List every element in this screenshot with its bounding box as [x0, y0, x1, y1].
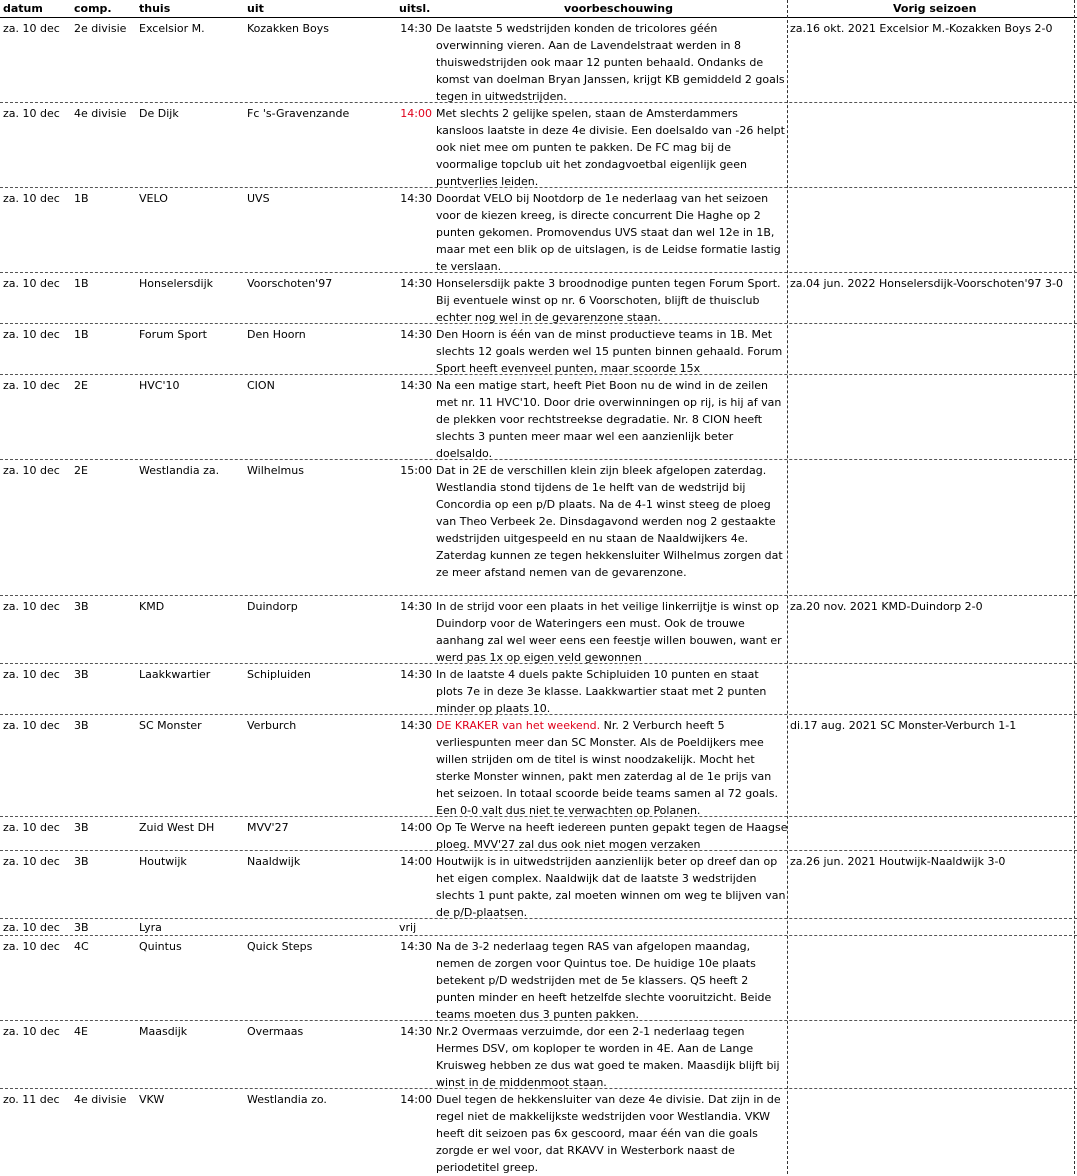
cell-voorbeschouwing: In de laatste 4 duels pakte Schipluiden 10 punten en staat plots 7e in deze 3e klasse. Laakkwartier staat met 2 punten minder op plaats 10. — [436, 668, 767, 715]
cell-voorbeschouwing: Duel tegen de hekkensluiter van deze 4e divisie. Dat zijn in de regel niet de makkelijkste wedstrijden voor Westlandia. VKW heeft dit seizoen pas 6x gescoord, maar één van die goals zorgde er wel voor, dat RKAVV in Westerbork naast de periodetitel greep. — [436, 1093, 781, 1174]
cell-thuis: Honselersdijk — [139, 277, 214, 290]
cell-thuis: HVC'10 — [139, 379, 180, 392]
header-datum: datum — [3, 2, 43, 15]
cell-voorbeschouwing: Nr.2 Overmaas verzuimde, dor een 2-1 nederlaag tegen Hermes DSV, om koploper te worden in 4E. Aan de Lange Kruisweg hebben ze dus wat goed te maken. Maasdijk blijft bij winst in de middenmoot staan. — [436, 1025, 780, 1089]
cell-comp: 2e divisie — [74, 22, 127, 35]
cell-vorig-seizoen: za.26 jun. 2021 Houtwijk-Naaldwijk 3-0 — [790, 855, 1006, 868]
cell-uitsl: 14:30 — [400, 22, 432, 35]
cell-comp: 3B — [74, 668, 89, 681]
cell-datum: za. 10 dec — [3, 464, 60, 477]
cell-datum: za. 10 dec — [3, 921, 60, 934]
cell-datum: za. 10 dec — [3, 668, 60, 681]
table-row — [0, 1021, 1077, 1089]
cell-comp: 4e divisie — [74, 1093, 127, 1106]
cell-thuis: Quintus — [139, 940, 182, 953]
cell-uit: Schipluiden — [247, 668, 311, 681]
table-row — [0, 715, 1077, 817]
cell-thuis: SC Monster — [139, 719, 202, 732]
cell-thuis: Westlandia za. — [139, 464, 220, 477]
cell-uit: Naaldwijk — [247, 855, 301, 868]
table-row — [0, 324, 1077, 375]
cell-thuis: Houtwijk — [139, 855, 187, 868]
cell-voorbeschouwing: Dat in 2E de verschillen klein zijn bleek afgelopen zaterdag. Westlandia stond tijdens de 1e helft van de wedstrijd bij Concordia op een p/D plaats. Na de 4-1 winst steeg de ploeg van Theo Verbeek 2e. Dinsdagavond werden nog 2 gestaakte wedstrijden uitgespeeld en nu staan de Naaldwijkers 4e. Zaterdag kunnen ze tegen hekkensluiter Wilhelmus zorgen dat ze meer afstand nemen van de gevarenzone. — [436, 464, 783, 579]
cell-thuis: Maasdijk — [139, 1025, 188, 1038]
table-row — [0, 375, 1077, 460]
cell-uit: Den Hoorn — [247, 328, 306, 341]
cell-datum: za. 10 dec — [3, 22, 60, 35]
cell-uit: Kozakken Boys — [247, 22, 330, 35]
cell-voorbeschouwing: Met slechts 2 gelijke spelen, staan de Amsterdammers kansloos laatste in deze 4e divisie. Een doelsaldo van -26 helpt ook niet mee om punten te pakken. De FC mag bij de voormalige topclub uit het zondagvoetbal eigenlijk geen puntverlies leiden. — [436, 107, 785, 188]
table-row — [0, 851, 1077, 919]
table-row — [0, 919, 1077, 936]
cell-uitsl: vrij — [399, 921, 417, 934]
cell-comp: 3B — [74, 719, 89, 732]
match-table — [0, 18, 1077, 1174]
cell-voorbeschouwing: Houtwijk is in uitwedstrijden aanzienlijk beter op dreef dan op het eigen complex. Naaldwijk dat de laatste 3 wedstrijden slechts 1 punt pakte, zal moeten winnen om weg te blijven van de p/D-plaatsen. — [436, 855, 786, 919]
table-row — [0, 936, 1077, 1021]
cell-uitsl: 14:30 — [400, 719, 432, 732]
table-row — [0, 664, 1077, 715]
cell-uitsl: 14:00 — [400, 1093, 432, 1106]
cell-uitsl: 14:30 — [400, 328, 432, 341]
cell-uit: Fc 's-Gravenzande — [247, 107, 350, 120]
cell-voorbeschouwing: Na een matige start, heeft Piet Boon nu de wind in de zeilen met nr. 11 HVC'10. Door drie overwinningen op rij, is hij af van de plekken voor rechtstreekse degradatie. Nr. 8 CION heeft slechts 3 punten meer maar wel een aanzienlijk beter doelsaldo. — [436, 379, 782, 460]
cell-comp: 2E — [74, 464, 88, 477]
cell-thuis: Lyra — [139, 921, 162, 934]
cell-datum: za. 10 dec — [3, 600, 60, 613]
body-text: Nr. 2 Verburch heeft 5 verliespunten meer dan SC Monster. Als de Poeldijkers mee willen strijden om de titel is winst noodzakelijk. Mocht het sterke Monster winnen, pakt men zaterdag al de 1e prijs van het seizoen. In totaal scoorde beide teams samen al 72 goals. Een 0-0 valt dus niet te verwachten op Polanen. — [436, 719, 779, 817]
cell-datum: za. 10 dec — [3, 821, 60, 834]
cell-uitsl: 14:30 — [400, 940, 432, 953]
cell-uit: Voorschoten'97 — [247, 277, 333, 290]
cell-datum: za. 10 dec — [3, 328, 60, 341]
cell-vorig-seizoen: za.20 nov. 2021 KMD-Duindorp 2-0 — [790, 600, 983, 613]
header-voorbeschouwing: voorbeschouwing — [564, 2, 673, 15]
cell-voorbeschouwing: In de strijd voor een plaats in het veilige linkerrijtje is winst op Duindorp voor de Wateringers een must. Ook de trouwe aanhang zal wel weer eens een feestje willen bouwen, want er werd pas 1x op eigen veld gewonnen — [436, 600, 782, 664]
cell-voorbeschouwing — [436, 717, 788, 819]
cell-comp: 3B — [74, 855, 89, 868]
cell-thuis: De Dijk — [139, 107, 179, 120]
cell-vorig-seizoen: za.16 okt. 2021 Excelsior M.-Kozakken Boys 2-0 — [790, 22, 1053, 35]
cell-datum: za. 10 dec — [3, 192, 60, 205]
cell-voorbeschouwing: De laatste 5 wedstrijden konden de tricolores géén overwinning vieren. Aan de Lavendelstraat werden in 8 thuiswedstrijden ook maar 12 punten behaald. Ondanks de komst van doelman Bryan Janssen, krijgt KB gemiddeld 2 goals tegen in uitwedstrijden. — [436, 22, 785, 103]
cell-uitsl: 14:30 — [400, 668, 432, 681]
cell-comp: 3B — [74, 921, 89, 934]
table-row — [0, 273, 1077, 324]
cell-datum: zo. 11 dec — [3, 1093, 60, 1106]
cell-uit: CION — [247, 379, 275, 392]
highlight-text: DE KRAKER van het weekend. — [436, 719, 601, 732]
cell-datum: za. 10 dec — [3, 107, 60, 120]
header-vorig-seizoen: Vorig seizoen — [893, 2, 977, 15]
cell-uit: Overmaas — [247, 1025, 304, 1038]
header-comp: comp. — [74, 2, 112, 15]
header-uit: uit — [247, 2, 264, 15]
cell-thuis: Forum Sport — [139, 328, 207, 341]
cell-uitsl: 14:30 — [400, 1025, 432, 1038]
cell-thuis: VKW — [139, 1093, 165, 1106]
cell-uitsl: 15:00 — [400, 464, 432, 477]
cell-comp: 3B — [74, 600, 89, 613]
cell-thuis: Zuid West DH — [139, 821, 215, 834]
cell-datum: za. 10 dec — [3, 940, 60, 953]
cell-comp: 2E — [74, 379, 88, 392]
header-thuis: thuis — [139, 2, 171, 15]
cell-uitsl: 14:00 — [400, 821, 432, 834]
cell-thuis: Laakkwartier — [139, 668, 211, 681]
cell-datum: za. 10 dec — [3, 1025, 60, 1038]
cell-voorbeschouwing: Op Te Werve na heeft iedereen punten gepakt tegen de Haagse ploeg. MVV'27 zal dus ook niet mogen verzaken — [436, 821, 788, 851]
cell-uit: Verburch — [247, 719, 297, 732]
cell-uit: Wilhelmus — [247, 464, 304, 477]
table-row — [0, 1089, 1077, 1174]
cell-vorig-seizoen: di.17 aug. 2021 SC Monster-Verburch 1-1 — [790, 719, 1017, 732]
table-row — [0, 188, 1077, 273]
cell-datum: za. 10 dec — [3, 855, 60, 868]
cell-thuis: Excelsior M. — [139, 22, 205, 35]
cell-uit: UVS — [247, 192, 270, 205]
header-uitsl: uitsl. — [399, 2, 431, 15]
cell-comp: 4E — [74, 1025, 88, 1038]
table-row — [0, 460, 1077, 596]
cell-voorbeschouwing: Den Hoorn is één van de minst productieve teams in 1B. Met slechts 12 goals werden wel 15 punten binnen gehaald. Forum Sport heeft evenveel punten, maar scoorde 15x — [436, 328, 783, 375]
cell-vorig-seizoen: za.04 jun. 2022 Honselersdijk-Voorschoten'97 3-0 — [790, 277, 1063, 290]
table-row — [0, 103, 1077, 188]
cell-uit: MVV'27 — [247, 821, 289, 834]
cell-comp: 1B — [74, 277, 89, 290]
cell-uit: Westlandia zo. — [247, 1093, 327, 1106]
cell-uitsl: 14:00 — [400, 107, 432, 120]
cell-uitsl: 14:30 — [400, 600, 432, 613]
cell-datum: za. 10 dec — [3, 719, 60, 732]
cell-comp: 4e divisie — [74, 107, 127, 120]
cell-voorbeschouwing: Na de 3-2 nederlaag tegen RAS van afgelopen maandag, nemen de zorgen voor Quintus toe. De huidige 10e plaats betekent p/D wedstrijden met de 5e klassers. QS heeft 2 punten minder en heeft hetzelfde slechte vooruitzicht. Beide teams moeten dus 3 punten pakken. — [436, 940, 772, 1021]
cell-comp: 1B — [74, 192, 89, 205]
cell-uitsl: 14:30 — [400, 379, 432, 392]
cell-uit: Quick Steps — [247, 940, 313, 953]
cell-uitsl: 14:30 — [400, 277, 432, 290]
cell-comp: 3B — [74, 821, 89, 834]
cell-comp: 4C — [74, 940, 89, 953]
table-row — [0, 817, 1077, 851]
table-header — [0, 0, 1077, 18]
cell-datum: za. 10 dec — [3, 277, 60, 290]
cell-uit: Duindorp — [247, 600, 298, 613]
cell-uitsl: 14:30 — [400, 192, 432, 205]
cell-thuis: KMD — [139, 600, 165, 613]
table-row — [0, 596, 1077, 664]
cell-datum: za. 10 dec — [3, 379, 60, 392]
table-row — [0, 18, 1077, 103]
cell-voorbeschouwing: Doordat VELO bij Nootdorp de 1e nederlaag van het seizoen voor de kiezen kreeg, is directe concurrent Die Haghe op 2 punten gekomen. Promovendus UVS staat dan wel 12e in 1B, maar met een blik op de uitslagen, is de Leidse formatie lastig te verslaan. — [436, 192, 781, 273]
cell-voorbeschouwing: Honselersdijk pakte 3 broodnodige punten tegen Forum Sport. Bij eventuele winst op nr. 6 Voorschoten, blijft de thuisclub echter nog wel in de gevarenzone staan. — [436, 277, 781, 324]
cell-uitsl: 14:00 — [400, 855, 432, 868]
cell-thuis: VELO — [139, 192, 168, 205]
cell-comp: 1B — [74, 328, 89, 341]
